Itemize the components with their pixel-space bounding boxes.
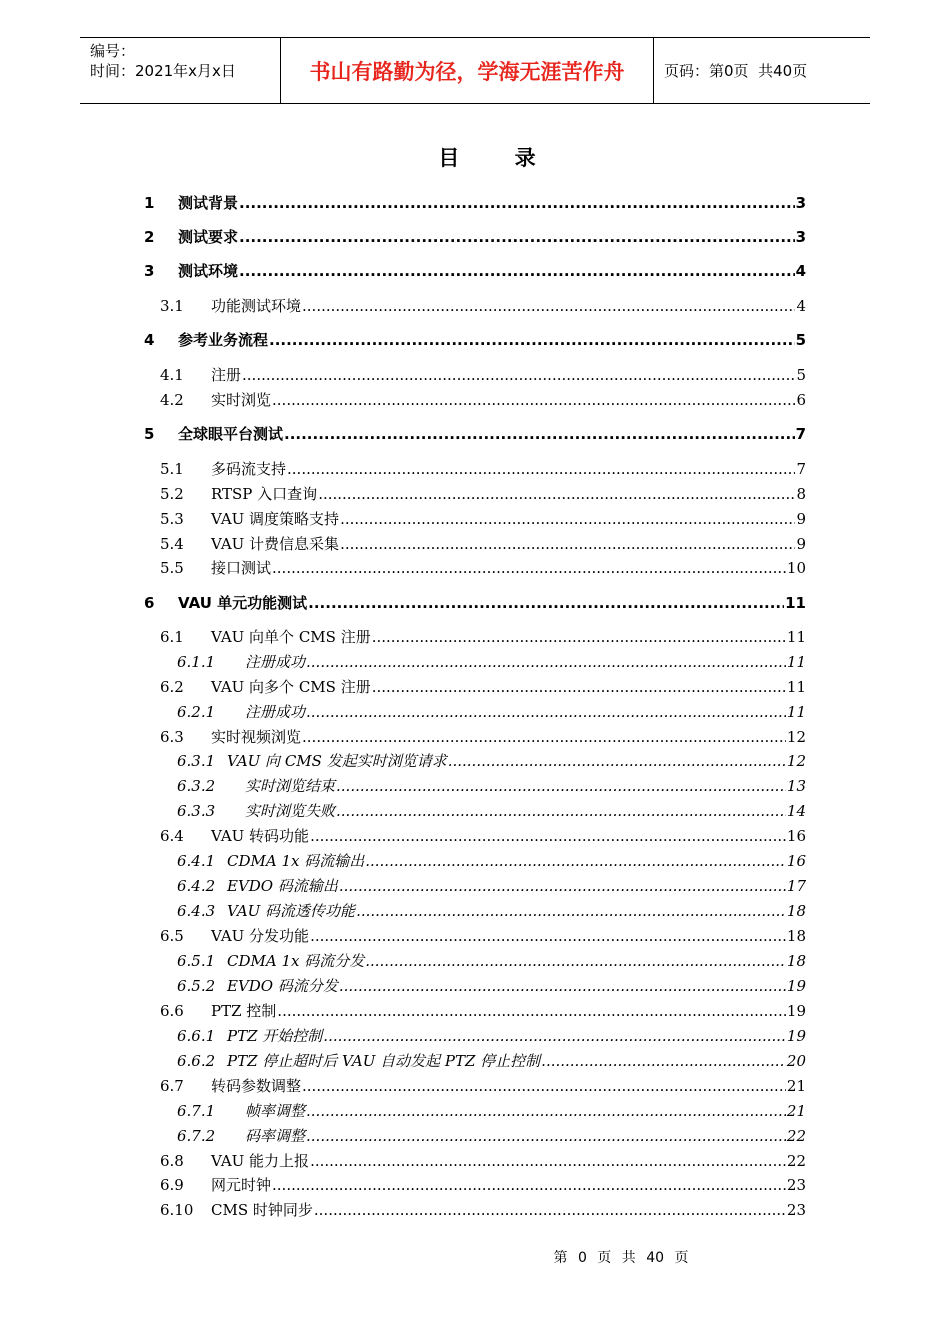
toc-leader	[541, 1051, 786, 1071]
toc-entry[interactable]	[144, 424, 806, 444]
toc-page: 5	[796, 366, 806, 384]
toc-page: 21	[786, 1077, 806, 1095]
toc-page: 7	[795, 425, 806, 443]
toc-entry[interactable]	[160, 677, 806, 697]
toc-number: 6.6.2	[177, 1052, 216, 1070]
toc-number: 6.5.1	[177, 952, 216, 970]
toc-leader	[277, 1001, 786, 1021]
toc-entry[interactable]	[160, 1151, 806, 1171]
toc-number: 3	[144, 262, 155, 280]
page-footer: 第 0 页 共 40 页	[553, 1250, 689, 1266]
toc-page: 19	[786, 1002, 806, 1020]
header-motto-cell	[281, 38, 654, 103]
toc-title-text: 转码参数调整	[211, 1077, 302, 1095]
toc-page: 11	[786, 653, 806, 671]
toc-number: 6.1	[160, 628, 184, 646]
toc-leader	[308, 593, 784, 613]
toc-number: 6.3.3	[177, 802, 216, 820]
header-page-cell	[654, 38, 870, 103]
toc-number: 6.6.1	[177, 1027, 216, 1045]
time-text: 时间：2021年x月x日	[90, 62, 236, 80]
toc-leader	[306, 1101, 786, 1121]
toc-page: 5	[795, 331, 806, 349]
toc-title-text: CDMA 1x 码流分发	[227, 952, 365, 970]
serial-label: 编号：	[90, 42, 136, 60]
toc-page: 3	[795, 228, 806, 246]
toc-entry[interactable]	[160, 365, 806, 385]
toc-number: 6.4.3	[177, 902, 216, 920]
toc-number: 5.1	[160, 460, 184, 478]
toc-title-text: 注册成功	[245, 703, 306, 721]
toc-number: 5	[144, 425, 155, 443]
toc-entry[interactable]	[160, 390, 806, 410]
toc-title-text: VAU 向多个 CMS 注册	[211, 678, 371, 696]
toc-leader	[336, 801, 786, 821]
toc-title-text: 参考业务流程	[178, 331, 269, 349]
toc-entry[interactable]	[160, 534, 806, 554]
toc-number: 6.10	[160, 1201, 194, 1219]
toc-number: 6.4.2	[177, 877, 216, 895]
toc-page: 23	[786, 1201, 806, 1219]
toc-page: 16	[786, 827, 806, 845]
toc-entry[interactable]	[160, 484, 806, 504]
page-code-text: 页码：第0页 共40页	[664, 62, 808, 80]
toc-page: 14	[786, 802, 806, 820]
toc-title-text: VAU 转码功能	[211, 827, 310, 845]
toc-page: 9	[796, 535, 806, 553]
toc-leader	[448, 751, 786, 771]
toc-number: 6.2.1	[177, 703, 216, 721]
toc-page: 17	[786, 877, 806, 895]
toc-leader	[323, 1026, 786, 1046]
toc-title-text: 测试环境	[178, 262, 239, 280]
toc-page: 22	[786, 1127, 806, 1145]
toc-entry[interactable]	[177, 976, 806, 996]
toc-number: 6.5.2	[177, 977, 216, 995]
toc-leader	[336, 776, 786, 796]
toc-entry[interactable]	[144, 593, 806, 613]
toc-page: 3	[795, 194, 806, 212]
toc-title-text: VAU 码流透传功能	[227, 902, 356, 920]
toc-page: 19	[786, 1027, 806, 1045]
toc-number: 6.3	[160, 728, 184, 746]
toc-title-text: PTZ 控制	[211, 1002, 277, 1020]
toc-number: 5.5	[160, 559, 184, 577]
toc-entry[interactable]	[160, 1076, 806, 1096]
toc-leader	[310, 926, 786, 946]
toc-number: 6.7.1	[177, 1102, 216, 1120]
toc-entry[interactable]	[144, 227, 806, 247]
toc-number: 6.4	[160, 827, 184, 845]
toc-page: 19	[786, 977, 806, 995]
toc-number: 5.2	[160, 485, 184, 503]
toc-title-text: VAU 向单个 CMS 注册	[211, 628, 371, 646]
toc-leader	[272, 1175, 786, 1195]
toc-page: 6	[796, 391, 806, 409]
toc-page: 10	[786, 559, 806, 577]
toc-entry[interactable]	[160, 926, 806, 946]
toc-number: 6.5	[160, 927, 184, 945]
toc-leader	[284, 424, 795, 444]
toc-title-text: PTZ 开始控制	[227, 1027, 323, 1045]
toc-leader	[372, 677, 786, 697]
toc-title-text: 功能测试环境	[211, 297, 302, 315]
toc-page: 18	[786, 927, 806, 945]
toc-page: 23	[786, 1176, 806, 1194]
toc-number: 6	[144, 594, 155, 612]
toc-title-text: EVDO 码流分发	[227, 977, 338, 995]
toc-entry[interactable]	[177, 951, 806, 971]
toc-leader	[310, 1151, 786, 1171]
toc-leader	[318, 484, 795, 504]
toc-leader	[365, 851, 786, 871]
toc-entry[interactable]	[160, 459, 806, 479]
toc-number: 6.8	[160, 1152, 184, 1170]
toc-title-text: PTZ 停止超时后 VAU 自动发起 PTZ 停止控制	[227, 1052, 541, 1070]
toc-entry[interactable]	[177, 876, 806, 896]
toc-title-text: 测试背景	[178, 194, 239, 212]
toc-title-text: 接口测试	[211, 559, 272, 577]
toc-number: 5.4	[160, 535, 184, 553]
toc-number: 6.6	[160, 1002, 184, 1020]
toc-title-text: VAU 计费信息采集	[211, 535, 340, 553]
header-meta-cell	[80, 38, 281, 103]
toc-number: 6.3.1	[177, 752, 216, 770]
toc-title-text: VAU 单元功能测试	[178, 594, 308, 612]
toc-page: 12	[786, 752, 806, 770]
toc-number: 4.1	[160, 366, 184, 384]
toc-number: 6.3.2	[177, 777, 216, 795]
toc-title-text: VAU 向 CMS 发起实时浏览请求	[227, 752, 447, 770]
toc-leader	[306, 1126, 786, 1146]
toc-leader	[302, 1076, 786, 1096]
toc-leader	[239, 193, 795, 213]
toc-leader	[365, 951, 786, 971]
toc-entry[interactable]	[177, 751, 806, 771]
toc-title-text: RTSP 入口查询	[211, 485, 318, 503]
toc-leader	[372, 627, 786, 647]
toc-title-text: 实时浏览	[211, 391, 272, 409]
toc-page: 8	[796, 485, 806, 503]
toc-title-text: 全球眼平台测试	[178, 425, 284, 443]
toc-entry[interactable]	[177, 1101, 806, 1121]
toc-entry[interactable]	[160, 826, 806, 846]
page-header	[80, 37, 870, 104]
toc-title: 目 录	[438, 146, 560, 170]
toc-page: 4	[795, 262, 806, 280]
toc-page: 11	[785, 594, 806, 612]
toc-leader	[302, 296, 795, 316]
toc-page: 7	[796, 460, 806, 478]
toc-number: 6.9	[160, 1176, 184, 1194]
toc-page: 21	[786, 1102, 806, 1120]
toc-entry[interactable]	[160, 558, 806, 578]
toc-leader	[239, 227, 795, 247]
toc-entry[interactable]	[144, 193, 806, 213]
toc-page: 9	[796, 510, 806, 528]
toc-leader	[340, 534, 795, 554]
toc-entry[interactable]	[160, 1175, 806, 1195]
toc-page: 12	[786, 728, 806, 746]
toc-page: 11	[786, 628, 806, 646]
toc-number: 5.3	[160, 510, 184, 528]
toc-title-text: 网元时钟	[211, 1176, 272, 1194]
toc-entry[interactable]	[160, 1200, 806, 1220]
toc-page: 11	[786, 703, 806, 721]
toc-leader	[269, 330, 795, 350]
toc-entry[interactable]	[177, 1126, 806, 1146]
toc-number: 2	[144, 228, 155, 246]
toc-title-text: 实时视频浏览	[211, 728, 302, 746]
toc-page: 16	[786, 852, 806, 870]
toc-number: 6.1.1	[177, 653, 216, 671]
toc-title-text: 多码流支持	[211, 460, 287, 478]
toc-page: 22	[786, 1152, 806, 1170]
toc-title-text: 注册	[211, 366, 242, 384]
motto-text: 书山有路勤为径，学海无涯苦作舟	[309, 59, 625, 84]
toc-title-text: VAU 调度策略支持	[211, 510, 340, 528]
toc-leader	[239, 261, 795, 281]
toc-number: 6.7.2	[177, 1127, 216, 1145]
toc-entry[interactable]	[160, 509, 806, 529]
toc-leader	[314, 1200, 786, 1220]
toc-title-text: 测试要求	[178, 228, 239, 246]
toc-page: 18	[786, 952, 806, 970]
toc-entry[interactable]	[177, 801, 806, 821]
toc-page: 20	[786, 1052, 806, 1070]
toc-leader	[302, 727, 786, 747]
toc-title-text: 注册成功	[245, 653, 306, 671]
toc-title-text: 帧率调整	[245, 1102, 306, 1120]
toc-entry[interactable]	[160, 296, 806, 316]
toc-entry[interactable]	[177, 652, 806, 672]
toc-entry[interactable]	[177, 851, 806, 871]
toc-title-text: 实时浏览结束	[245, 777, 336, 795]
toc-title-text: CDMA 1x 码流输出	[227, 852, 365, 870]
toc-leader	[339, 876, 786, 896]
toc-entry[interactable]	[160, 627, 806, 647]
toc-entry[interactable]	[160, 727, 806, 747]
toc-leader	[287, 459, 795, 479]
toc-entry[interactable]	[177, 776, 806, 796]
toc-title-text: EVDO 码流输出	[227, 877, 338, 895]
toc-page: 18	[786, 902, 806, 920]
toc-number: 1	[144, 194, 155, 212]
toc-entry[interactable]	[177, 1026, 806, 1046]
toc-number: 4	[144, 331, 155, 349]
toc-number: 6.4.1	[177, 852, 216, 870]
toc-title-text: CMS 时钟同步	[211, 1201, 313, 1219]
toc-leader	[356, 901, 786, 921]
toc-page: 4	[796, 297, 806, 315]
toc-entry[interactable]	[144, 261, 806, 281]
toc-leader	[310, 826, 786, 846]
toc-leader	[340, 509, 795, 529]
toc-title-text: 码率调整	[245, 1127, 306, 1145]
toc-entry[interactable]	[177, 1051, 806, 1071]
toc-entry[interactable]	[160, 1001, 806, 1021]
toc-leader	[272, 390, 795, 410]
toc-leader	[306, 702, 786, 722]
toc-number: 4.2	[160, 391, 184, 409]
toc-title-text: VAU 能力上报	[211, 1152, 310, 1170]
toc-entry[interactable]	[177, 901, 806, 921]
toc-number: 6.7	[160, 1077, 184, 1095]
toc-page: 13	[786, 777, 806, 795]
toc-entry[interactable]	[144, 330, 806, 350]
toc-leader	[339, 976, 786, 996]
toc-page: 11	[786, 678, 806, 696]
toc-number: 3.1	[160, 297, 184, 315]
toc-leader	[272, 558, 786, 578]
toc-title-text: VAU 分发功能	[211, 927, 310, 945]
toc-leader	[242, 365, 795, 385]
toc-entry[interactable]	[177, 702, 806, 722]
toc-leader	[306, 652, 786, 672]
toc-number: 6.2	[160, 678, 184, 696]
toc-title-text: 实时浏览失败	[245, 802, 336, 820]
